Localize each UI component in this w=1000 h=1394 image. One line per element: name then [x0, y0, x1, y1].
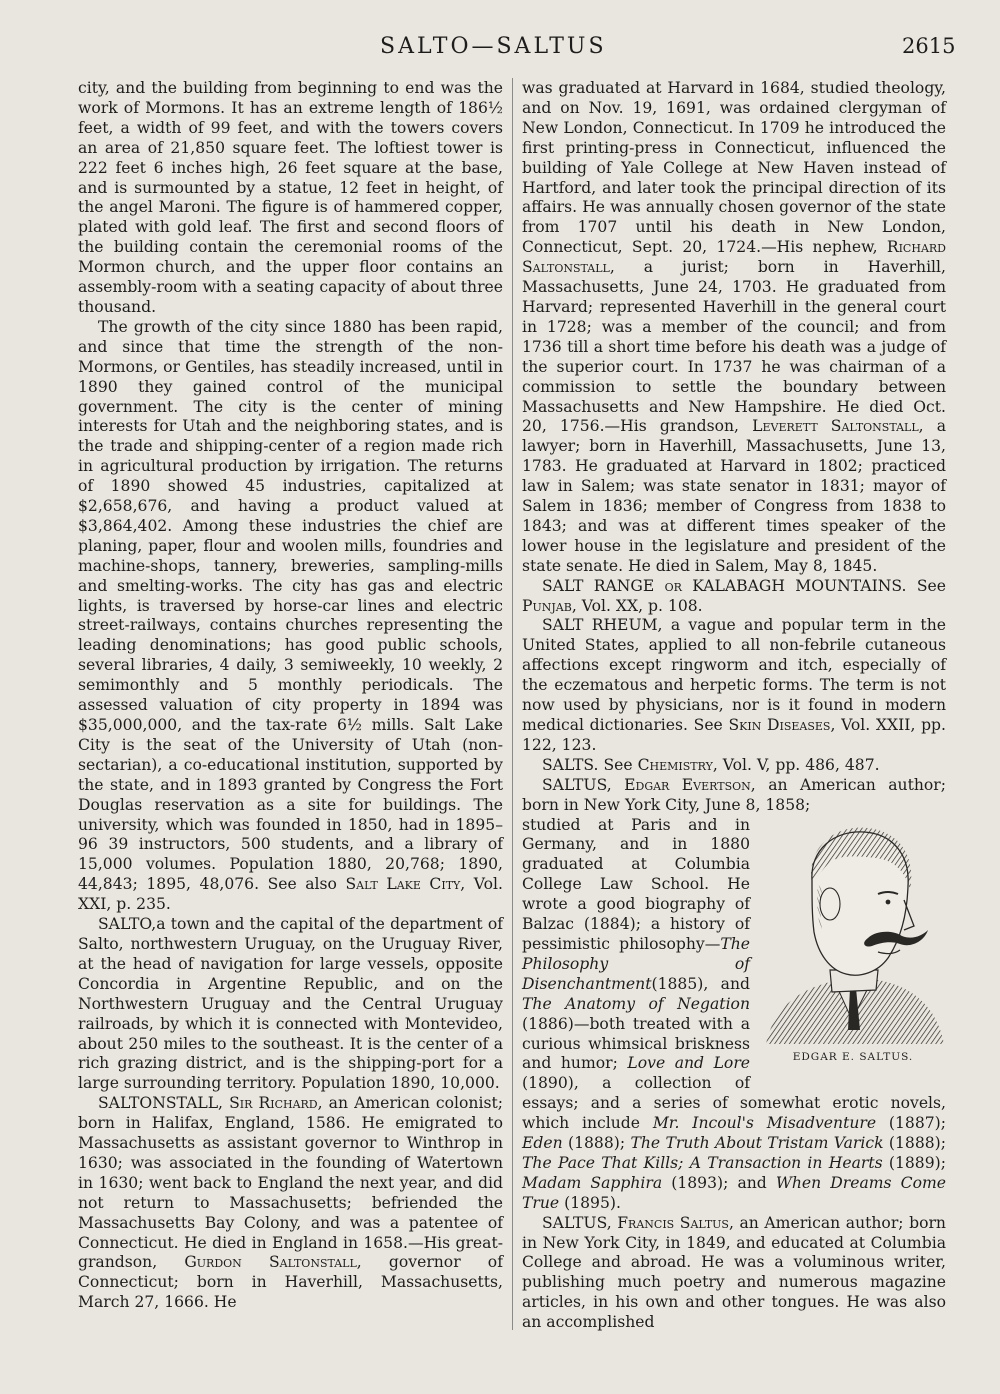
- book-title: When Dreams Come True: [522, 1173, 946, 1212]
- book-title: The Pace That Kills; A Transaction in Hearts: [522, 1153, 883, 1172]
- column-divider: [512, 78, 513, 1330]
- person-name: Richard Saltonstall,: [522, 238, 946, 277]
- book-title: Mr. Incoul's Misadventure: [652, 1114, 877, 1133]
- book-title: The Truth About Tristam Varick: [630, 1134, 884, 1153]
- entry-text: See: [916, 576, 946, 595]
- entry-saltus-francis: [522, 1214, 946, 1333]
- entry-text: (1886)—both treated with a curious whimsical briskness and humor;: [522, 1014, 750, 1073]
- entry-headword: SALTONSTALL,: [98, 1094, 224, 1113]
- book-title: The Anatomy of Negation: [522, 994, 750, 1013]
- entry-text: (1888);: [888, 1134, 946, 1153]
- volume-reference: Vol. XXII, pp. 122, 123.: [522, 716, 946, 754]
- entry-salts: [522, 756, 946, 776]
- entry-text: (1885), and: [651, 974, 750, 993]
- entry-headword: SALTO,: [98, 915, 157, 934]
- entry-text: (1893); and: [671, 1173, 767, 1192]
- entry-name: Edgar Evertson,: [624, 775, 756, 794]
- entry-text: an American colonist; born in Halifax, England, 1586. He emigrated to Massachusetts as assistant governor to Winthrop in 1630; was associated in the founding of Watertown in 1630; went back to England the next year, and did not return to Massachusetts; befriended the Massachusetts Bay Colony, and was a patentee of Connecticut. He died in England in 1658.—His great-grandson,: [78, 1094, 503, 1272]
- running-head: [0, 34, 1000, 66]
- cross-reference: Punjab,: [522, 596, 577, 615]
- cross-reference: Chemistry,: [637, 755, 718, 774]
- entry-headword: SALTUS,: [542, 775, 612, 794]
- paragraph-temple: city, and the building from beginning to end was the work of Mormons. It has an extreme length of 186½ feet, a width of 99 feet, and with the towers covers an area of 21,850 square feet. The loftiest tower is 222 feet 6 inches high, 26 feet square at the base, and is surmounted by a statue, 12 feet in height, of the angel Maroni. The figure is of hammered copper, plated with gold leaf. The first and second floors of the building contain the ceremonial rooms of the Mormon church, and the upper floor contains an assembly-room with a seating capacity of about three thousand.: [78, 79, 503, 316]
- entry-text: a vague and popular term in the United States, applied to all non-febrile cutaneous affections except ringworm and itch, especially of the eczematous and herpetic forms. The term is not now used by physicians, nor is it found in modern medical dictionaries. See: [522, 616, 946, 734]
- cross-reference: Salt Lake City,: [345, 875, 466, 894]
- entry-text: was graduated at Harvard in 1684, studied theology, and on Nov. 19, 1691, was ordained clergyman of New London, Connecticut. In 1709 he introduced the first printing-press in Connecticut, influenced the building of Yale College at New Haven instead of Hartford, and later took the principal direction of its affairs. He was annually chosen governor of the state from 1707 until his death in New London, Connecticut, Sept. 20, 1724.—His nephew,: [522, 79, 946, 257]
- volume-reference: Vol. V, pp. 486, 487.: [722, 755, 880, 774]
- entry-headword: KALABAGH MOUNTAINS.: [692, 576, 907, 595]
- left-column: [78, 79, 503, 1313]
- right-column: [522, 79, 946, 1333]
- entry-text: studied at Paris and in Germany, and in 1880 graduated at Columbia College Law School. He wrote a good biography of Balzac (1884); a history of pessimistic philosophy—: [522, 815, 750, 953]
- entry-connector: or: [664, 576, 682, 595]
- entry-text: (1889);: [888, 1153, 946, 1172]
- entry-salt-rheum: [522, 616, 946, 755]
- volume-reference: Vol. XXI, p. 235.: [78, 875, 503, 914]
- book-title: The Philosophy of Disenchantment: [522, 934, 750, 993]
- entry-text: a jurist; born in Haverhill, Massachusetts, June 24, 1703. He graduated from Harvard; represented Haverhill in the general court in 1728; was a member of the council; and from 1736 till a short time before his death was a judge of the superior court. In 1737 he was chairman of a commission to settle the boundary between Massachusetts and New Hampshire. He died Oct. 20, 1756.—His grandson,: [522, 258, 946, 436]
- entry-text: (1895).: [564, 1193, 621, 1212]
- portrait-illustration: [760, 820, 946, 1044]
- entry-text: governor of Connecticut; born in Haverhill, Massachusetts, March 27, 1666. He: [78, 1253, 503, 1312]
- person-name: Leverett Saltonstall,: [752, 417, 924, 436]
- entry-headword: SALT RANGE: [542, 576, 655, 595]
- cross-reference: Skin Diseases,: [728, 716, 836, 734]
- entry-text: a lawyer; born in Haverhill, Massachusetts, June 13, 1783. He graduated at Harvard in 1802; practiced law in Salem; was state senator in 1831; mayor of Salem in 1836; member of Congress from 1838 to 1843; and was at different times speaker of the lower house in the legislature and president of the state senate. He died in Salem, May 8, 1845.: [522, 417, 947, 575]
- entry-salt-range: [522, 577, 946, 617]
- entry-saltus-edgar: [522, 776, 946, 816]
- entry-text: (1888);: [567, 1134, 626, 1153]
- growth-text: The growth of the city since 1880 has been rapid, and since that time the strength of the non-Mormons, or Gentiles, has steadily increased, until in 1890 they gained control of the municipal government. The city is the center of mining interests for Utah and the neighboring states, and is the trade and shipping-center of a region made rich in agricultural production by irrigation. The returns of 1890 showed 45 industries, capitalized at $2,658,676, and having a product valued at $3,864,402. Among these industries the chief are planing, paper, flour and woolen mills, foundries and machine-shops, tannery, breweries, sampling-mills and smelting-works. The city has gas and electric lights, is traversed by horse-car lines and electric street-railways, contains churches representing the leading denominations; has good public schools, several libraries, 4 daily, 3 semiweekly, 10 weekly, 2 semimonthly and 5 monthly periodicals. The assessed valuation of city property in 1894 was $35,000,000, and the tax-rate 6½ mills. Salt Lake City is the seat of the University of Utah (non-sectarian), a co-educational institution, supported by the state, and in 1893 granted by Congress the Fort Douglas reservation as a site for buildings. The university, which was founded in 1850, had in 1895–96 39 instructors, 500 students, and a library of 15,000 volumes. Population 1880, 20,768; 1890, 44,843; 1895, 48,076. See also: [78, 317, 503, 894]
- page-number: 2615: [902, 34, 956, 58]
- entry-text: an American author; born in New York City, June 8, 1858;: [522, 775, 946, 814]
- paragraph-growth: [78, 318, 503, 915]
- book-title: Madam Sapphira: [522, 1173, 663, 1192]
- entry-headword: SALT RHEUM,: [542, 616, 663, 635]
- portrait-figure: [760, 820, 946, 1076]
- portrait-caption: EDGAR E. SALTUS.: [792, 1050, 914, 1063]
- book-title: Eden: [522, 1134, 563, 1153]
- entry-headword: SALTS.: [542, 755, 599, 774]
- entry-text: (1887);: [888, 1114, 946, 1133]
- entry-name: Sir Richard,: [229, 1094, 323, 1113]
- book-title: Love and Lore: [627, 1054, 750, 1073]
- entry-saltonstall: [78, 1094, 503, 1313]
- page-title: SALTO—SALTUS: [380, 34, 607, 59]
- person-name: Gurdon Saltonstall,: [184, 1253, 362, 1272]
- entry-text: a town and the capital of the department of Salto, northwestern Uruguay, on the Uruguay River, at the head of navigation for large vessels, opposite Concordia in Argentine Republic, and on the Northwestern Uruguay and the Central Uruguay railroads, by which it is connected with Montevideo, about 250 miles to the southeast. It is the center of a rich grazing district, and is the shipping-port for a large surrounding territory. Population 1890, 10,000.: [78, 915, 503, 1093]
- entry-salto: [78, 915, 503, 1094]
- entry-text: an American author; born in New York City, in 1849, and educated at Columbia College and abroad. He was a voluminous writer, publishing much poetry and numerous magazine articles, in his own and other tongues. He was also an accomplished: [522, 1213, 946, 1332]
- entry-text: See: [603, 755, 633, 774]
- entry-name: Francis Saltus,: [617, 1213, 734, 1232]
- entry-text: (1890), a collection of essays; and a series of somewhat erotic novels, which include: [522, 1074, 946, 1133]
- volume-reference: Vol. XX, p. 108.: [581, 596, 703, 615]
- paragraph-gurdon-cont: [522, 79, 946, 577]
- entry-headword: SALTUS,: [542, 1213, 612, 1232]
